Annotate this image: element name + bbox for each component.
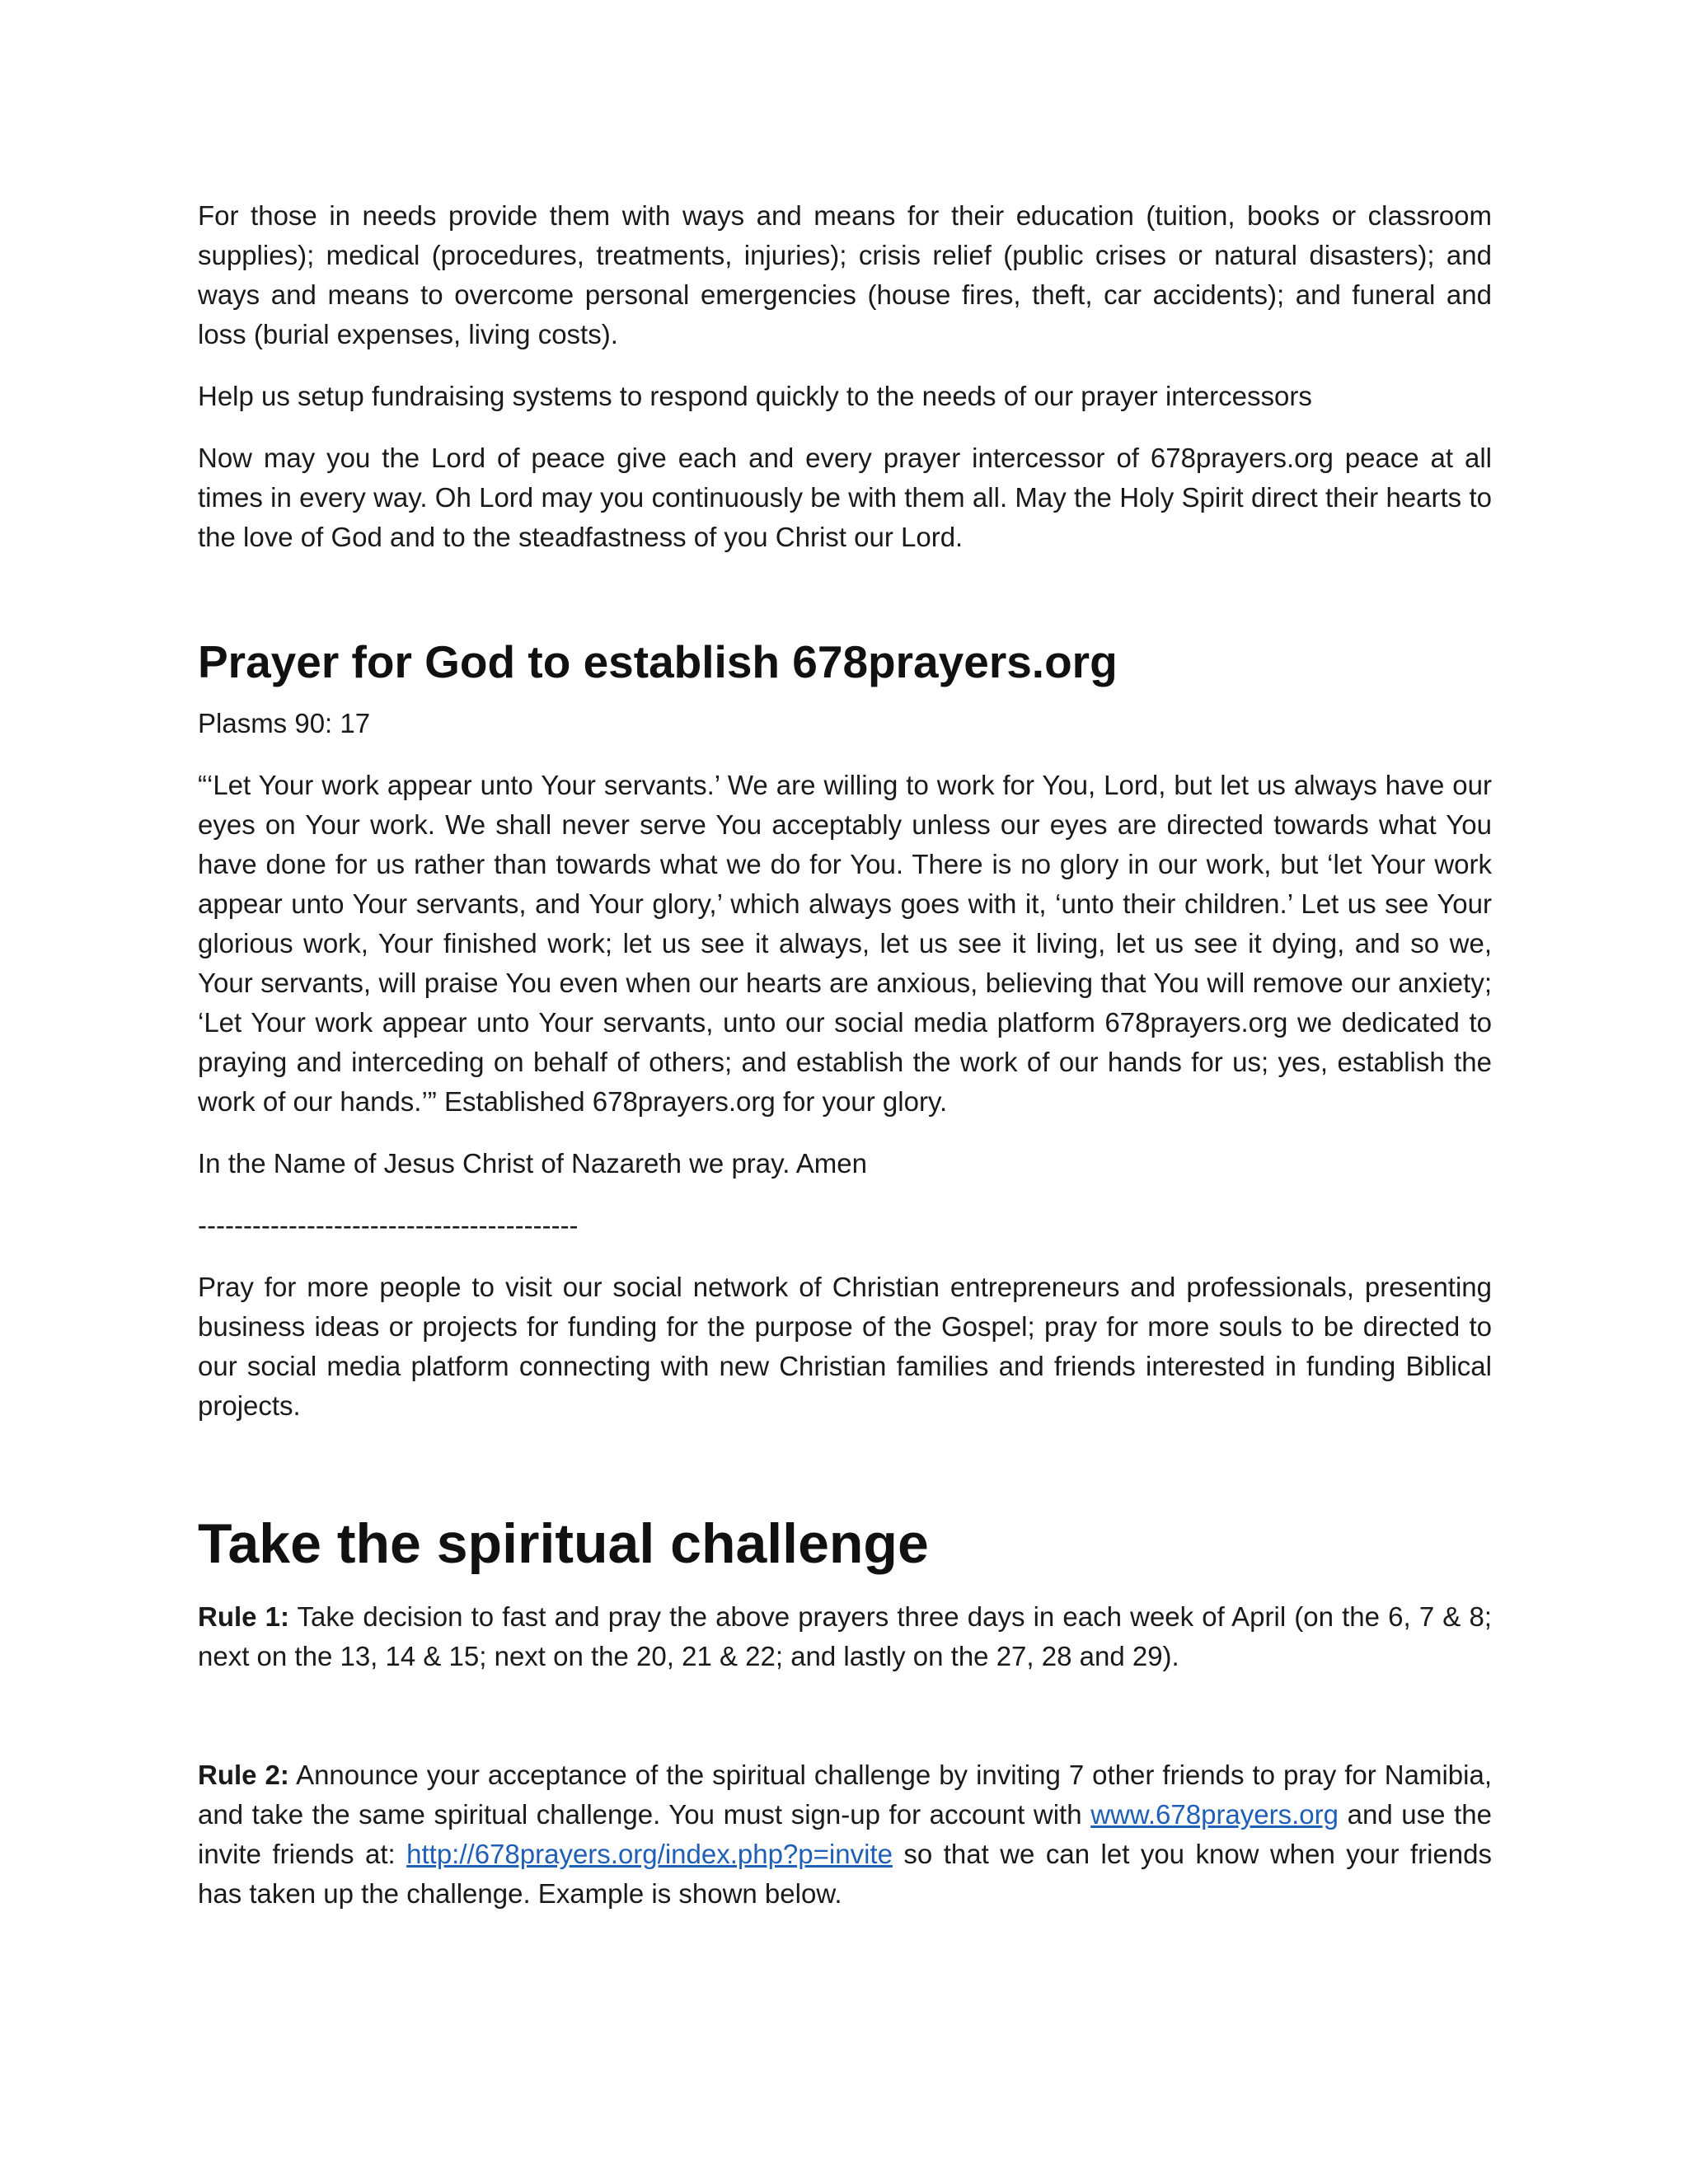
- separator-line: ------------------------------------------: [198, 1210, 579, 1240]
- rule-1-label: Rule 1:: [198, 1601, 289, 1632]
- heading-establish-prayer: Prayer for God to establish 678prayers.org: [198, 636, 1118, 687]
- rule-2-text-c: so that we can let you know when your friends has taken up the challenge. Example is shown below.: [198, 1839, 1493, 1909]
- rule-2-label: Rule 2:: [198, 1760, 289, 1790]
- paragraph-social-network: Pray for more people to visit our social network of Christian entrepreneurs and professionals, presenting business ideas or projects for funding for the purpose of the Gospel; pray for more souls to be directed to our social media platform connecting with new Christian families and friends interested in funding Biblical projects.: [198, 1272, 1492, 1421]
- rule-1: [198, 1597, 1492, 1676]
- document-page: [198, 196, 1492, 1914]
- site-link[interactable]: www.678prayers.org: [1090, 1799, 1339, 1830]
- invite-link[interactable]: http://678prayers.org/index.php?p=invite: [406, 1839, 893, 1869]
- prayer-closing: In the Name of Jesus Christ of Nazareth we pray. Amen: [198, 1148, 867, 1179]
- prayer-quote: “‘Let Your work appear unto Your servants.’ We are willing to work for You, Lord, but let us always have our eyes on Your work. We shall never serve You acceptably unless our eyes are directed towards what You have done for us rather than towards what we do for You. There is no glory in our work, but ‘let Your work appear unto Your servants, and Your glory,’ which always goes with it, ‘unto their children.’ Let us see Your glorious work, Your finished work; let us see it always, let us see it living, let us see it dying, and so we, Your servants, will praise You even when our hearts are anxious, believing that You will remove our anxiety; ‘Let Your work appear unto Your servants, unto our social media platform 678prayers.org we dedicated to praying and interceding on behalf of others; and establish the work of our hands for us; yes, establish the work of our hands.’” Established 678prayers.org for your glory.: [198, 770, 1492, 1117]
- rule-2-text-b: and use the invite friends at:: [198, 1799, 1492, 1869]
- paragraph-fundraising: Help us setup fundraising systems to respond quickly to the needs of our prayer intercessors: [198, 381, 1312, 411]
- rule-2: [198, 1755, 1492, 1914]
- paragraph-blessing: Now may you the Lord of peace give each and every prayer intercessor of 678prayers.org peace at all times in every way. Oh Lord may you continuously be with them all. May the Holy Spirit direct their hearts to the love of God and to the steadfastness of you Christ our Lord.: [198, 443, 1492, 552]
- paragraph-needs: For those in needs provide them with ways and means for their education (tuition, books or classroom supplies); medical (procedures, treatments, injuries); crisis relief (public crises or natural disasters); and ways and means to overcome personal emergencies (house fires, theft, car accidents); and funeral and loss (burial expenses, living costs).: [198, 200, 1492, 349]
- rule-1-text: Take decision to fast and pray the above prayers three days in each week of April (on the 6, 7 & 8; next on the 13, 14 & 15; next on the 20, 21 & 22; and lastly on the 27, 28 and 29).: [198, 1601, 1492, 1671]
- scripture-reference: Plasms 90: 17: [198, 708, 371, 738]
- rule-2-text-a: Announce your acceptance of the spiritual challenge by inviting 7 other friends to pray for Namibia, and take the same spiritual challenge. You must sign-up for account with: [198, 1760, 1492, 1830]
- heading-spiritual-challenge: Take the spiritual challenge: [198, 1512, 929, 1575]
